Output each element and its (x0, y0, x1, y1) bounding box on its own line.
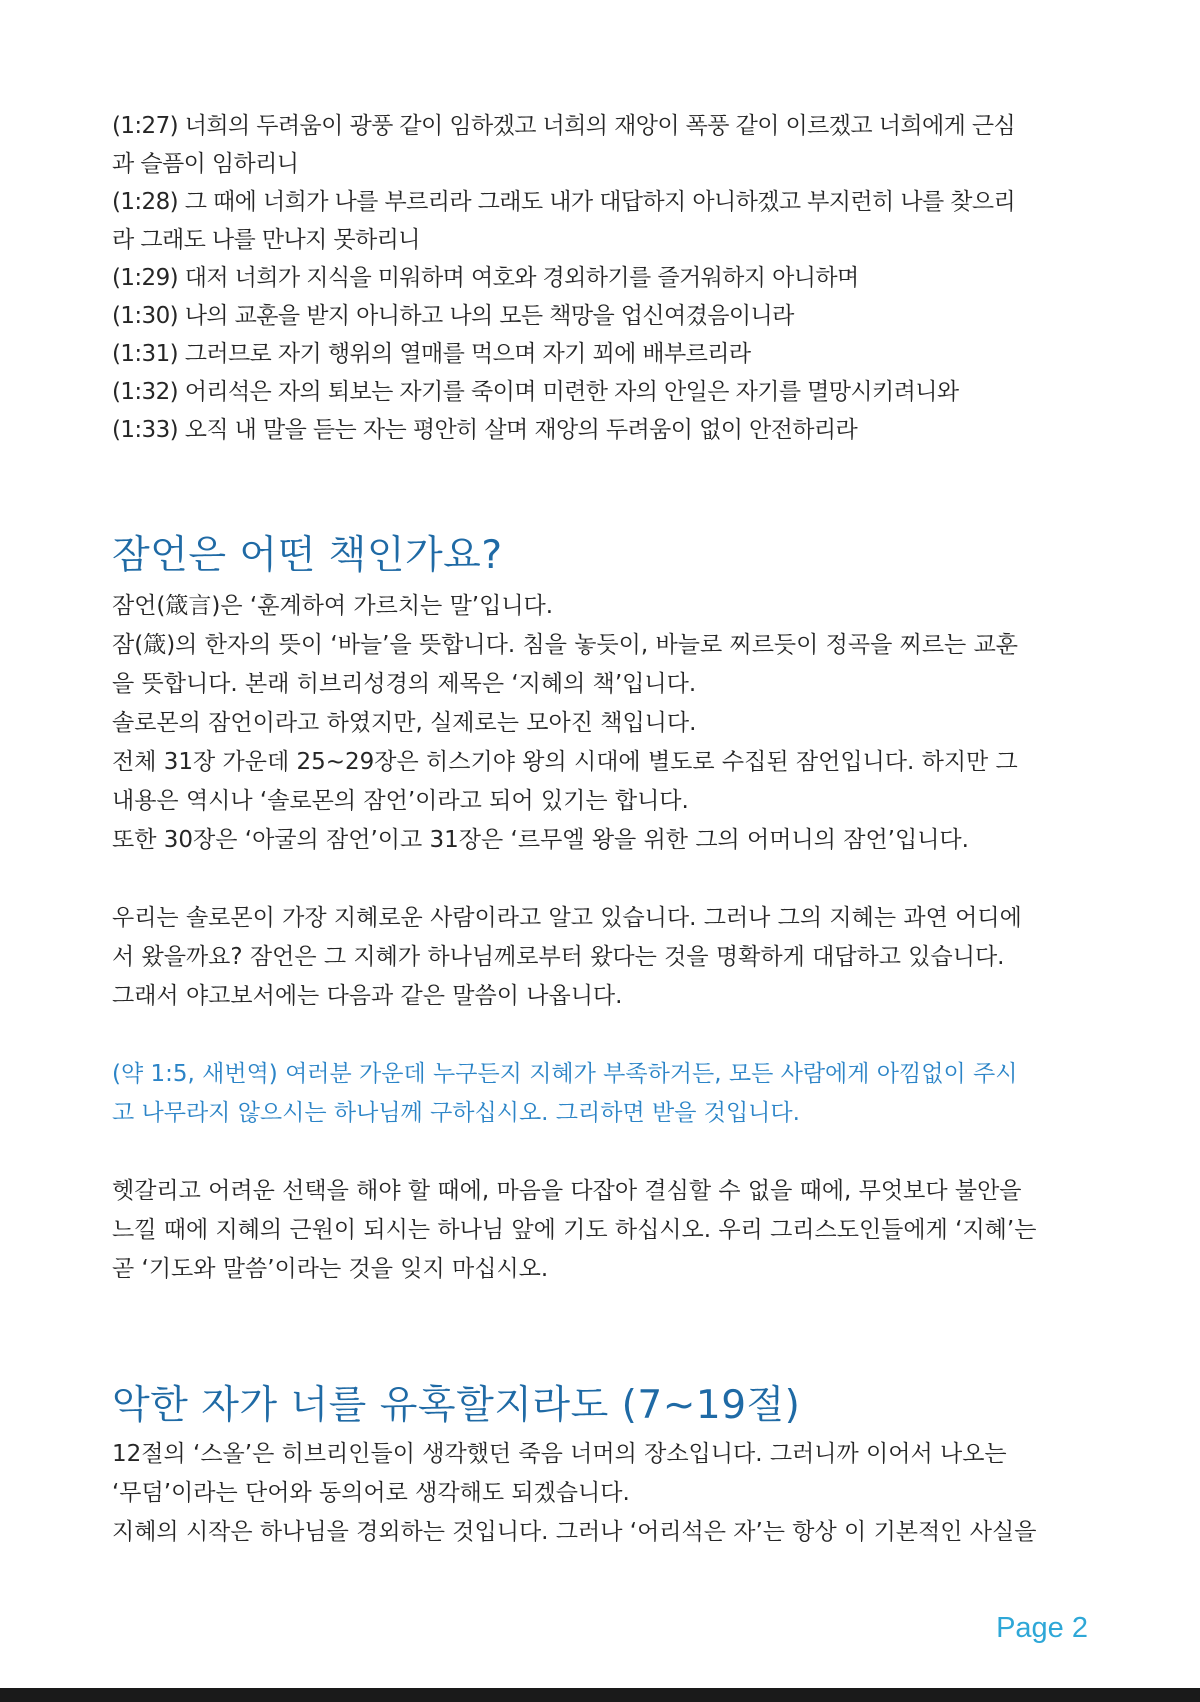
section-heading-proverbs-intro: 잠언은 어떤 책인가요? (112, 533, 503, 578)
footer-bar (0, 1688, 1200, 1702)
text-line: 곧 ‘기도와 말씀’이라는 것을 잊지 마십시오. (112, 1256, 549, 1282)
document-page (112, 107, 1092, 1552)
verse-line: (1:32) 어리석은 자의 퇴보는 자기를 죽이며 미련한 자의 안일은 자기를 멸망시키려니와 (112, 379, 959, 405)
scripture-quote (112, 1055, 1092, 1133)
page-number: Page 2 (996, 1612, 1088, 1644)
verse-line: (1:27) 너희의 두려움이 광풍 같이 임하겠고 너희의 재앙이 폭풍 같이 이르겠고 너희에게 근심 (112, 113, 1016, 139)
text-line: 솔로몬의 잠언이라고 하였지만, 실제로는 모아진 책입니다. (112, 710, 697, 736)
quote-line: (약 1:5, 새번역) 여러분 가운데 누구든지 지혜가 부족하거든, 모든 사람에게 아낌없이 주시 (112, 1061, 1018, 1087)
verse-line: (1:29) 대저 너희가 지식을 미워하며 여호와 경외하기를 즐거워하지 아니하며 (112, 265, 859, 291)
text-line: 지혜의 시작은 하나님을 경외하는 것입니다. 그러나 ‘어리석은 자’는 항상 이 기본적인 사실을 (112, 1519, 1037, 1545)
text-line: 내용은 역시나 ‘솔로몬의 잠언’이라고 되어 있기는 합니다. (112, 788, 689, 814)
verse-list (112, 107, 1092, 449)
verse-line: (1:33) 오직 내 말을 듣는 자는 평안히 살며 재앙의 두려움이 없이 안전하리라 (112, 417, 858, 443)
verse-line: 과 슬픔이 임하리니 (112, 151, 299, 177)
wisdom-paragraph (112, 899, 1092, 1016)
verse-line: (1:28) 그 때에 너희가 나를 부르리라 그래도 내가 대답하지 아니하겠고 부지런히 나를 찾으리 (112, 189, 1016, 215)
text-line: 을 뜻합니다. 본래 히브리성경의 제목은 ‘지혜의 책’입니다. (112, 671, 697, 697)
text-line: 헷갈리고 어려운 선택을 해야 할 때에, 마음을 다잡아 결심할 수 없을 때에, 무엇보다 불안을 (112, 1178, 1022, 1204)
verse-line: 라 그래도 나를 만나지 못하리니 (112, 227, 420, 253)
quote-line: 고 나무라지 않으시는 하나님께 구하십시오. 그리하면 받을 것입니다. (112, 1100, 800, 1126)
sheol-paragraph (112, 1435, 1092, 1552)
text-line: 잠언(箴言)은 ‘훈계하여 가르치는 말’입니다. (112, 593, 554, 619)
text-line: 느낄 때에 지혜의 근원이 되시는 하나님 앞에 기도 하십시오. 우리 그리스도인들에게 ‘지혜’는 (112, 1217, 1037, 1243)
text-line: 서 왔을까요? 잠언은 그 지혜가 하나님께로부터 왔다는 것을 명확하게 대답하고 있습니다. (112, 944, 1005, 970)
text-line: 또한 30장은 ‘아굴의 잠언’이고 31장은 ‘르무엘 왕을 위한 그의 어머니의 잠언’입니다. (112, 827, 969, 853)
text-line: 그래서 야고보서에는 다음과 같은 말씀이 나옵니다. (112, 983, 623, 1009)
text-line: 전체 31장 가운데 25~29장은 히스기야 왕의 시대에 별도로 수집된 잠언입니다. 하지만 그 (112, 749, 1018, 775)
section-heading-temptation: 악한 자가 너를 유혹할지라도 (7~19절) (112, 1383, 801, 1428)
text-line: 12절의 ‘스올’은 히브리인들이 생각했던 죽음 너머의 장소입니다. 그러니까 이어서 나오는 (112, 1441, 1007, 1467)
text-line: ‘무덤’이라는 단어와 동의어로 생각해도 되겠습니다. (112, 1480, 630, 1506)
verse-line: (1:31) 그러므로 자기 행위의 열매를 먹으며 자기 꾀에 배부르리라 (112, 341, 751, 367)
verse-line: (1:30) 나의 교훈을 받지 아니하고 나의 모든 책망을 업신여겼음이니라 (112, 303, 794, 329)
text-line: 잠(箴)의 한자의 뜻이 ‘바늘’을 뜻합니다. 침을 놓듯이, 바늘로 찌르듯이 정곡을 찌르는 교훈 (112, 632, 1019, 658)
intro-paragraph (112, 587, 1092, 860)
text-line: 우리는 솔로몬이 가장 지혜로운 사람이라고 알고 있습니다. 그러나 그의 지혜는 과연 어디에 (112, 905, 1022, 931)
prayer-paragraph (112, 1172, 1092, 1289)
